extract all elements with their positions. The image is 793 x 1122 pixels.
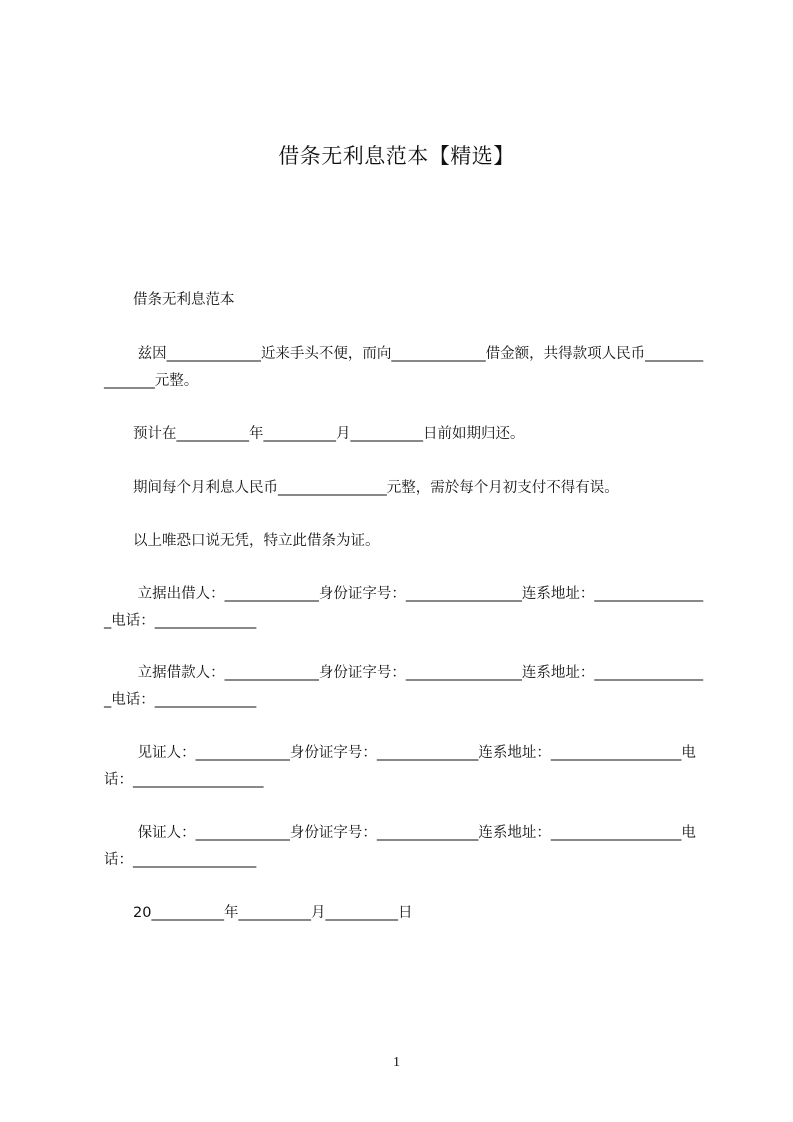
paragraph-signature-date: 20__________年__________月__________日: [104, 905, 413, 921]
paragraph-proof-statement: 以上唯恐口说无凭，特立此借条为证。: [104, 533, 380, 549]
body-heading: 借条无利息范本: [104, 292, 235, 308]
paragraph-witness-info: 见证人：_____________身份证字号：______________连系地址：__________________电话：__________________: [104, 745, 696, 788]
paragraph-monthly-interest: 期间每个月利息人民币_______________元整，需於每个月初支付不得有误。: [104, 480, 619, 496]
paragraph-lender-info: 立据出借人：_____________身份证字号：________________连系地址：________________电话：______________: [104, 586, 704, 629]
paragraph-repayment-date: 预计在__________年__________月__________日前如期归还。: [104, 426, 525, 442]
paragraph-borrower-info: 立据借款人：_____________身份证字号：________________连系地址：________________电话：______________: [104, 665, 704, 708]
document-title: 借条无利息范本【精选】: [278, 144, 515, 168]
paragraph-guarantor-info: 保证人：_____________身份证字号：______________连系地址：__________________电话：_________________: [104, 825, 696, 868]
paragraph-loan-reason: 兹因_____________近来手头不便，而向_____________借金额，共得款项人民币_______________元整。: [104, 346, 704, 389]
page-number: 1: [393, 1055, 400, 1070]
